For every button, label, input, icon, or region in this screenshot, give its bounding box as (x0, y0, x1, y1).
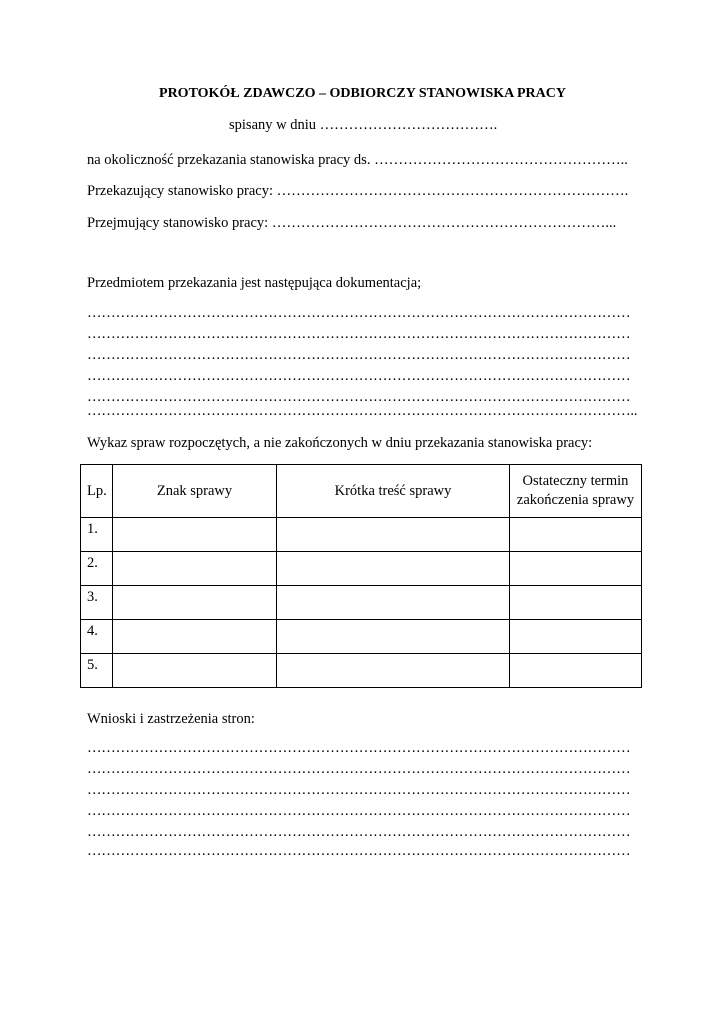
header-final-deadline: Ostateczny termin zakończenia sprawy (510, 465, 642, 518)
case-summary-cell[interactable] (277, 552, 510, 586)
row-number: 5. (81, 654, 113, 688)
header-case-reference: Znak sprawy (113, 465, 277, 518)
cases-heading: Wykaz spraw rozpoczętych, a nie zakończonych w dniu przekazania stanowiska pracy: (87, 435, 593, 451)
handing-over-person-line: Przekazujący stanowisko pracy: ………………………………………………………………. (87, 183, 629, 199)
table-row (81, 654, 642, 688)
table-row (81, 620, 642, 654)
occasion-line: na okoliczność przekazania stanowiska pracy ds. …………………………………………….. (87, 152, 628, 168)
table-row (81, 552, 642, 586)
case-summary-cell[interactable] (277, 654, 510, 688)
date-line: spisany w dniu ………………………………. (229, 117, 498, 133)
dotted-line: …………………………………………………………………………………………………… (87, 368, 631, 384)
case-reference-cell[interactable] (113, 620, 277, 654)
dotted-line: …………………………………………………………………………………………………… (87, 824, 631, 840)
final-deadline-cell[interactable] (510, 552, 642, 586)
final-deadline-cell[interactable] (510, 620, 642, 654)
row-number: 2. (81, 552, 113, 586)
header-number: Lp. (81, 465, 113, 518)
dotted-line: …………………………………………………………………………………………………… (87, 389, 631, 405)
case-summary-cell[interactable] (277, 518, 510, 552)
conclusions-heading: Wnioski i zastrzeżenia stron: (87, 711, 255, 727)
case-reference-cell[interactable] (113, 518, 277, 552)
case-reference-cell[interactable] (113, 654, 277, 688)
case-reference-cell[interactable] (113, 552, 277, 586)
table-row (81, 586, 642, 620)
dotted-line: …………………………………………………………………………………………………… (87, 803, 631, 819)
dotted-line: …………………………………………………………………………………………………….. (87, 403, 638, 419)
final-deadline-cell[interactable] (510, 654, 642, 688)
row-number: 4. (81, 620, 113, 654)
document-title: PROTOKÓŁ ZDAWCZO – ODBIORCZY STANOWISKA PRACY (159, 86, 566, 101)
dotted-line: …………………………………………………………………………………………………… (87, 843, 631, 859)
row-number: 1. (81, 518, 113, 552)
dotted-line: …………………………………………………………………………………………………… (87, 782, 631, 798)
header-case-summary: Krótka treść sprawy (277, 465, 510, 518)
table-header-row (81, 465, 642, 518)
dotted-line: …………………………………………………………………………………………………… (87, 347, 631, 363)
cases-table (80, 464, 642, 688)
documentation-heading: Przedmiotem przekazania jest następująca dokumentacja; (87, 275, 422, 291)
receiving-person-line: Przejmujący stanowisko pracy: ……………………………………………………………... (87, 215, 617, 231)
final-deadline-cell[interactable] (510, 518, 642, 552)
table-row (81, 518, 642, 552)
dotted-line: …………………………………………………………………………………………………… (87, 740, 631, 756)
row-number: 3. (81, 586, 113, 620)
dotted-line: …………………………………………………………………………………………………… (87, 761, 631, 777)
final-deadline-cell[interactable] (510, 586, 642, 620)
case-reference-cell[interactable] (113, 586, 277, 620)
dotted-line: …………………………………………………………………………………………………… (87, 305, 631, 321)
dotted-line: …………………………………………………………………………………………………… (87, 326, 631, 342)
case-summary-cell[interactable] (277, 620, 510, 654)
case-summary-cell[interactable] (277, 586, 510, 620)
